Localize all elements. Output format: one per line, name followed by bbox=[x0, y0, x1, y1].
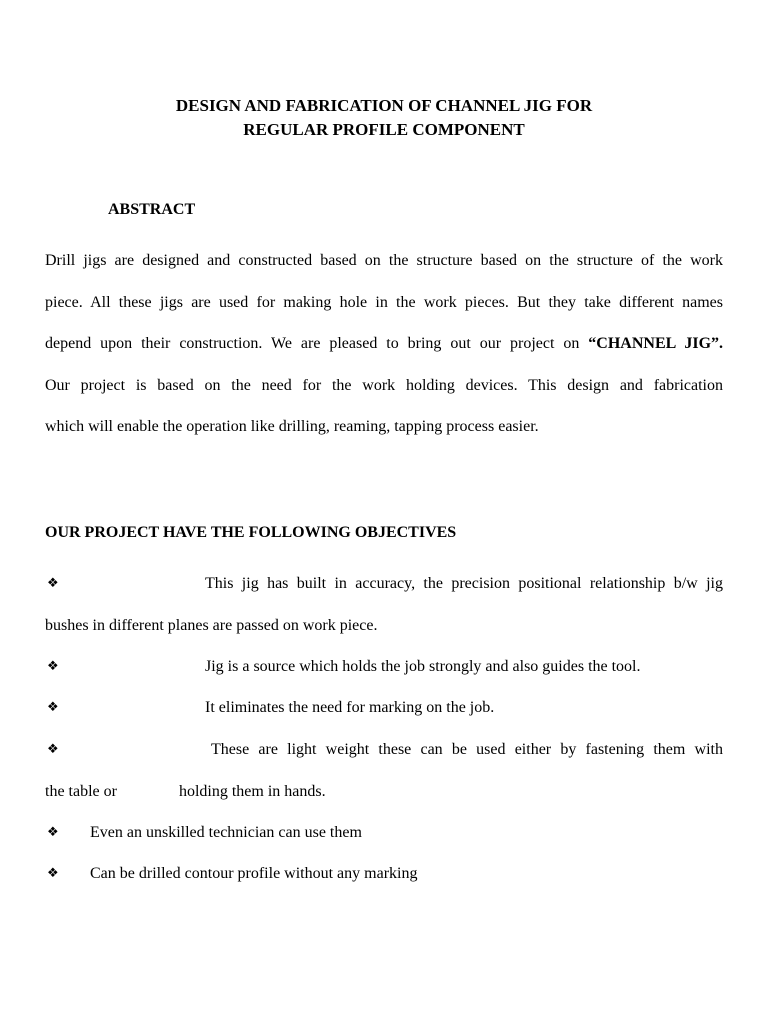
abstract-line-1: Drill jigs are designed and constructed based on the structure based on the structure of the work bbox=[45, 252, 723, 269]
diamond-bullet-icon: ❖ bbox=[47, 742, 59, 757]
objective-text: Even an unskilled technician can use them bbox=[90, 824, 362, 841]
title-line-2: REGULAR PROFILE COMPONENT bbox=[243, 120, 525, 139]
diamond-bullet-icon: ❖ bbox=[47, 866, 59, 881]
objective-item bbox=[45, 729, 723, 812]
objective-item bbox=[45, 563, 723, 646]
diamond-bullet-icon: ❖ bbox=[47, 825, 59, 840]
diamond-bullet-icon: ❖ bbox=[47, 700, 59, 715]
diamond-bullet-icon: ❖ bbox=[47, 576, 59, 591]
objective-text: Jig is a source which holds the job strongly and also guides the tool. bbox=[205, 658, 641, 675]
objective-text: Can be drilled contour profile without any marking bbox=[90, 865, 418, 882]
objective-item bbox=[45, 853, 723, 895]
objective-item bbox=[45, 812, 723, 854]
objective-text-continued: bushes in different planes are passed on work piece. bbox=[45, 616, 378, 634]
abstract-line-5: which will enable the operation like drilling, reaming, tapping process easier. bbox=[45, 418, 539, 435]
objective-item bbox=[45, 646, 723, 688]
title-line-1: DESIGN AND FABRICATION OF CHANNEL JIG FOR bbox=[175, 96, 593, 115]
objective-text: It eliminates the need for marking on the job. bbox=[205, 699, 495, 716]
objective-text: This jig has built in accuracy, the precision positional relationship b/w jig bbox=[205, 575, 723, 592]
project-name-emphasis: “CHANNEL JIG”. bbox=[588, 335, 724, 352]
objective-item bbox=[45, 687, 723, 729]
objective-text: These are light weight these can be used either by fastening them with bbox=[211, 741, 723, 758]
abstract-line-3-text: depend upon their construction. We are pleased to bring out our project on bbox=[45, 335, 589, 352]
abstract-line-3 bbox=[45, 323, 723, 365]
abstract-heading: ABSTRACT bbox=[108, 201, 196, 218]
objective-text-continued bbox=[45, 771, 723, 813]
objectives-heading: OUR PROJECT HAVE THE FOLLOWING OBJECTIVES bbox=[45, 524, 457, 541]
objective-text-part-b: holding them in hands. bbox=[178, 782, 326, 800]
abstract-paragraph bbox=[45, 240, 723, 448]
document-title bbox=[0, 94, 768, 142]
diamond-bullet-icon: ❖ bbox=[47, 659, 59, 674]
abstract-line-4: Our project is based on the need for the work holding devices. This design and fabrication bbox=[45, 376, 723, 394]
objective-text-part-a: the table or bbox=[45, 782, 117, 800]
abstract-line-2: piece. All these jigs are used for making hole in the work pieces. But they take different names bbox=[45, 293, 723, 311]
